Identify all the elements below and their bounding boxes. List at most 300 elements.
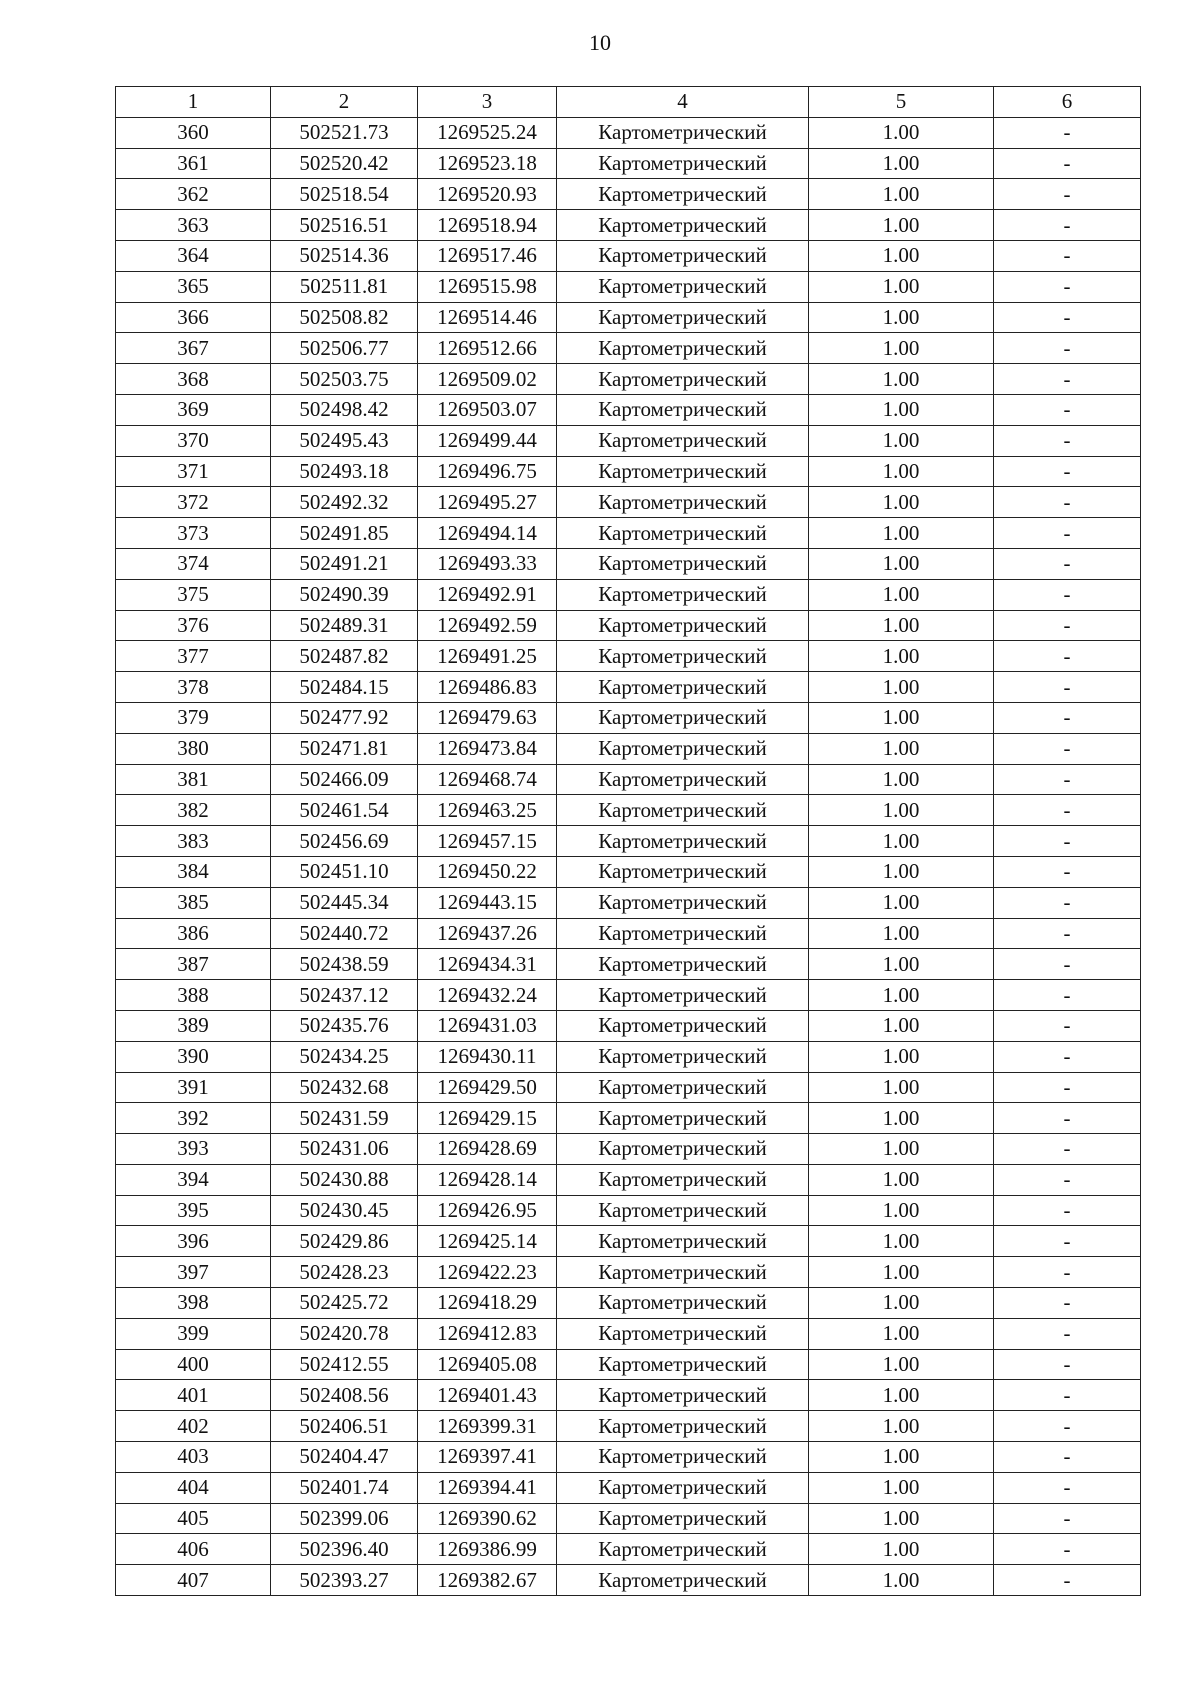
- table-row: [116, 1411, 1141, 1442]
- method-cell: Картометрический: [557, 1103, 809, 1134]
- point-number-cell: 395: [116, 1195, 271, 1226]
- x-coordinate-cell: 502508.82: [271, 302, 418, 333]
- point-number-cell: 372: [116, 487, 271, 518]
- x-coordinate-cell: 502477.92: [271, 702, 418, 733]
- table-row: [116, 1072, 1141, 1103]
- point-number-cell: 398: [116, 1288, 271, 1319]
- method-cell: Картометрический: [557, 1472, 809, 1503]
- accuracy-cell: 1.00: [809, 733, 994, 764]
- point-number-cell: 405: [116, 1503, 271, 1534]
- table-row: [116, 672, 1141, 703]
- description-cell: -: [994, 518, 1141, 549]
- column-header-2: 2: [271, 87, 418, 118]
- y-coordinate-cell: 1269479.63: [418, 702, 557, 733]
- accuracy-cell: 1.00: [809, 364, 994, 395]
- table-row: [116, 1534, 1141, 1565]
- method-cell: Картометрический: [557, 1318, 809, 1349]
- method-cell: Картометрический: [557, 148, 809, 179]
- method-cell: Картометрический: [557, 1534, 809, 1565]
- point-number-cell: 397: [116, 1257, 271, 1288]
- table-row: [116, 1257, 1141, 1288]
- method-cell: Картометрический: [557, 887, 809, 918]
- point-number-cell: 401: [116, 1380, 271, 1411]
- y-coordinate-cell: 1269525.24: [418, 117, 557, 148]
- x-coordinate-cell: 502518.54: [271, 179, 418, 210]
- column-header-3: 3: [418, 87, 557, 118]
- description-cell: -: [994, 240, 1141, 271]
- table-row: [116, 1472, 1141, 1503]
- table-row: [116, 1565, 1141, 1596]
- accuracy-cell: 1.00: [809, 672, 994, 703]
- x-coordinate-cell: 502491.85: [271, 518, 418, 549]
- y-coordinate-cell: 1269394.41: [418, 1472, 557, 1503]
- accuracy-cell: 1.00: [809, 1010, 994, 1041]
- table-row: [116, 1380, 1141, 1411]
- accuracy-cell: 1.00: [809, 1565, 994, 1596]
- description-cell: -: [994, 548, 1141, 579]
- method-cell: Картометрический: [557, 826, 809, 857]
- description-cell: -: [994, 1380, 1141, 1411]
- point-number-cell: 370: [116, 425, 271, 456]
- accuracy-cell: 1.00: [809, 394, 994, 425]
- method-cell: Картометрический: [557, 1380, 809, 1411]
- description-cell: -: [994, 210, 1141, 241]
- y-coordinate-cell: 1269512.66: [418, 333, 557, 364]
- y-coordinate-cell: 1269434.31: [418, 949, 557, 980]
- description-cell: -: [994, 980, 1141, 1011]
- x-coordinate-cell: 502456.69: [271, 826, 418, 857]
- accuracy-cell: 1.00: [809, 1257, 994, 1288]
- description-cell: -: [994, 1472, 1141, 1503]
- accuracy-cell: 1.00: [809, 1534, 994, 1565]
- method-cell: Картометрический: [557, 1072, 809, 1103]
- point-number-cell: 385: [116, 887, 271, 918]
- table-row: [116, 733, 1141, 764]
- method-cell: Картометрический: [557, 394, 809, 425]
- point-number-cell: 390: [116, 1041, 271, 1072]
- table-row: [116, 856, 1141, 887]
- y-coordinate-cell: 1269382.67: [418, 1565, 557, 1596]
- x-coordinate-cell: 502399.06: [271, 1503, 418, 1534]
- method-cell: Картометрический: [557, 1288, 809, 1319]
- x-coordinate-cell: 502438.59: [271, 949, 418, 980]
- description-cell: -: [994, 1349, 1141, 1380]
- description-cell: -: [994, 1041, 1141, 1072]
- method-cell: Картометрический: [557, 518, 809, 549]
- accuracy-cell: 1.00: [809, 1195, 994, 1226]
- accuracy-cell: 1.00: [809, 1349, 994, 1380]
- y-coordinate-cell: 1269430.11: [418, 1041, 557, 1072]
- point-number-cell: 375: [116, 579, 271, 610]
- method-cell: Картометрический: [557, 918, 809, 949]
- table-row: [116, 1503, 1141, 1534]
- x-coordinate-cell: 502521.73: [271, 117, 418, 148]
- coordinates-table: [115, 86, 1141, 1596]
- description-cell: -: [994, 425, 1141, 456]
- table-row: [116, 302, 1141, 333]
- description-cell: -: [994, 610, 1141, 641]
- method-cell: Картометрический: [557, 1442, 809, 1473]
- y-coordinate-cell: 1269428.14: [418, 1164, 557, 1195]
- x-coordinate-cell: 502406.51: [271, 1411, 418, 1442]
- x-coordinate-cell: 502437.12: [271, 980, 418, 1011]
- description-cell: -: [994, 1503, 1141, 1534]
- accuracy-cell: 1.00: [809, 148, 994, 179]
- table-row: [116, 1134, 1141, 1165]
- point-number-cell: 360: [116, 117, 271, 148]
- description-cell: -: [994, 1257, 1141, 1288]
- description-cell: -: [994, 333, 1141, 364]
- x-coordinate-cell: 502492.32: [271, 487, 418, 518]
- point-number-cell: 406: [116, 1534, 271, 1565]
- accuracy-cell: 1.00: [809, 1380, 994, 1411]
- header-row: [116, 87, 1141, 118]
- method-cell: Картометрический: [557, 1503, 809, 1534]
- description-cell: -: [994, 1103, 1141, 1134]
- x-coordinate-cell: 502451.10: [271, 856, 418, 887]
- accuracy-cell: 1.00: [809, 856, 994, 887]
- y-coordinate-cell: 1269473.84: [418, 733, 557, 764]
- description-cell: -: [994, 887, 1141, 918]
- accuracy-cell: 1.00: [809, 795, 994, 826]
- table-row: [116, 548, 1141, 579]
- y-coordinate-cell: 1269397.41: [418, 1442, 557, 1473]
- accuracy-cell: 1.00: [809, 702, 994, 733]
- method-cell: Картометрический: [557, 949, 809, 980]
- description-cell: -: [994, 826, 1141, 857]
- x-coordinate-cell: 502393.27: [271, 1565, 418, 1596]
- method-cell: Картометрический: [557, 302, 809, 333]
- table-row: [116, 795, 1141, 826]
- method-cell: Картометрический: [557, 240, 809, 271]
- method-cell: Картометрический: [557, 702, 809, 733]
- description-cell: -: [994, 641, 1141, 672]
- description-cell: -: [994, 1010, 1141, 1041]
- x-coordinate-cell: 502503.75: [271, 364, 418, 395]
- y-coordinate-cell: 1269399.31: [418, 1411, 557, 1442]
- point-number-cell: 367: [116, 333, 271, 364]
- accuracy-cell: 1.00: [809, 1072, 994, 1103]
- description-cell: -: [994, 1442, 1141, 1473]
- y-coordinate-cell: 1269390.62: [418, 1503, 557, 1534]
- y-coordinate-cell: 1269450.22: [418, 856, 557, 887]
- y-coordinate-cell: 1269494.14: [418, 518, 557, 549]
- point-number-cell: 389: [116, 1010, 271, 1041]
- description-cell: -: [994, 733, 1141, 764]
- y-coordinate-cell: 1269486.83: [418, 672, 557, 703]
- point-number-cell: 362: [116, 179, 271, 210]
- x-coordinate-cell: 502466.09: [271, 764, 418, 795]
- y-coordinate-cell: 1269428.69: [418, 1134, 557, 1165]
- y-coordinate-cell: 1269457.15: [418, 826, 557, 857]
- column-header-1: 1: [116, 87, 271, 118]
- accuracy-cell: 1.00: [809, 333, 994, 364]
- x-coordinate-cell: 502420.78: [271, 1318, 418, 1349]
- x-coordinate-cell: 502408.56: [271, 1380, 418, 1411]
- point-number-cell: 365: [116, 271, 271, 302]
- table-row: [116, 980, 1141, 1011]
- method-cell: Картометрический: [557, 579, 809, 610]
- accuracy-cell: 1.00: [809, 1103, 994, 1134]
- accuracy-cell: 1.00: [809, 179, 994, 210]
- y-coordinate-cell: 1269412.83: [418, 1318, 557, 1349]
- x-coordinate-cell: 502490.39: [271, 579, 418, 610]
- method-cell: Картометрический: [557, 548, 809, 579]
- method-cell: Картометрический: [557, 672, 809, 703]
- y-coordinate-cell: 1269431.03: [418, 1010, 557, 1041]
- x-coordinate-cell: 502491.21: [271, 548, 418, 579]
- accuracy-cell: 1.00: [809, 210, 994, 241]
- table-row: [116, 1041, 1141, 1072]
- x-coordinate-cell: 502520.42: [271, 148, 418, 179]
- method-cell: Картометрический: [557, 1134, 809, 1165]
- accuracy-cell: 1.00: [809, 240, 994, 271]
- accuracy-cell: 1.00: [809, 980, 994, 1011]
- column-header-5: 5: [809, 87, 994, 118]
- y-coordinate-cell: 1269499.44: [418, 425, 557, 456]
- y-coordinate-cell: 1269468.74: [418, 764, 557, 795]
- accuracy-cell: 1.00: [809, 1041, 994, 1072]
- description-cell: -: [994, 148, 1141, 179]
- accuracy-cell: 1.00: [809, 1288, 994, 1319]
- accuracy-cell: 1.00: [809, 1411, 994, 1442]
- description-cell: -: [994, 949, 1141, 980]
- x-coordinate-cell: 502493.18: [271, 456, 418, 487]
- column-header-6: 6: [994, 87, 1141, 118]
- description-cell: -: [994, 1226, 1141, 1257]
- x-coordinate-cell: 502495.43: [271, 425, 418, 456]
- accuracy-cell: 1.00: [809, 518, 994, 549]
- y-coordinate-cell: 1269432.24: [418, 980, 557, 1011]
- x-coordinate-cell: 502430.88: [271, 1164, 418, 1195]
- accuracy-cell: 1.00: [809, 1226, 994, 1257]
- point-number-cell: 391: [116, 1072, 271, 1103]
- y-coordinate-cell: 1269520.93: [418, 179, 557, 210]
- y-coordinate-cell: 1269496.75: [418, 456, 557, 487]
- point-number-cell: 363: [116, 210, 271, 241]
- description-cell: -: [994, 271, 1141, 302]
- table-row: [116, 518, 1141, 549]
- x-coordinate-cell: 502430.45: [271, 1195, 418, 1226]
- method-cell: Картометрический: [557, 425, 809, 456]
- accuracy-cell: 1.00: [809, 302, 994, 333]
- x-coordinate-cell: 502516.51: [271, 210, 418, 241]
- table-row: [116, 271, 1141, 302]
- y-coordinate-cell: 1269401.43: [418, 1380, 557, 1411]
- point-number-cell: 366: [116, 302, 271, 333]
- x-coordinate-cell: 502440.72: [271, 918, 418, 949]
- method-cell: Картометрический: [557, 1565, 809, 1596]
- x-coordinate-cell: 502412.55: [271, 1349, 418, 1380]
- description-cell: -: [994, 1195, 1141, 1226]
- point-number-cell: 394: [116, 1164, 271, 1195]
- table-row: [116, 240, 1141, 271]
- point-number-cell: 403: [116, 1442, 271, 1473]
- accuracy-cell: 1.00: [809, 764, 994, 795]
- method-cell: Картометрический: [557, 1257, 809, 1288]
- y-coordinate-cell: 1269426.95: [418, 1195, 557, 1226]
- table-row: [116, 764, 1141, 795]
- y-coordinate-cell: 1269425.14: [418, 1226, 557, 1257]
- point-number-cell: 378: [116, 672, 271, 703]
- accuracy-cell: 1.00: [809, 456, 994, 487]
- x-coordinate-cell: 502487.82: [271, 641, 418, 672]
- y-coordinate-cell: 1269429.15: [418, 1103, 557, 1134]
- method-cell: Картометрический: [557, 1041, 809, 1072]
- table-row: [116, 1164, 1141, 1195]
- accuracy-cell: 1.00: [809, 1472, 994, 1503]
- method-cell: Картометрический: [557, 733, 809, 764]
- accuracy-cell: 1.00: [809, 1134, 994, 1165]
- y-coordinate-cell: 1269523.18: [418, 148, 557, 179]
- point-number-cell: 361: [116, 148, 271, 179]
- method-cell: Картометрический: [557, 764, 809, 795]
- method-cell: Картометрический: [557, 1010, 809, 1041]
- table-row: [116, 610, 1141, 641]
- table-row: [116, 210, 1141, 241]
- description-cell: -: [994, 456, 1141, 487]
- description-cell: -: [994, 672, 1141, 703]
- table-row: [116, 918, 1141, 949]
- y-coordinate-cell: 1269443.15: [418, 887, 557, 918]
- y-coordinate-cell: 1269463.25: [418, 795, 557, 826]
- x-coordinate-cell: 502461.54: [271, 795, 418, 826]
- description-cell: -: [994, 1164, 1141, 1195]
- y-coordinate-cell: 1269429.50: [418, 1072, 557, 1103]
- table-row: [116, 702, 1141, 733]
- y-coordinate-cell: 1269492.59: [418, 610, 557, 641]
- x-coordinate-cell: 502489.31: [271, 610, 418, 641]
- method-cell: Картометрический: [557, 210, 809, 241]
- x-coordinate-cell: 502514.36: [271, 240, 418, 271]
- point-number-cell: 399: [116, 1318, 271, 1349]
- accuracy-cell: 1.00: [809, 826, 994, 857]
- point-number-cell: 388: [116, 980, 271, 1011]
- point-number-cell: 404: [116, 1472, 271, 1503]
- table-row: [116, 487, 1141, 518]
- x-coordinate-cell: 502431.59: [271, 1103, 418, 1134]
- accuracy-cell: 1.00: [809, 1164, 994, 1195]
- x-coordinate-cell: 502471.81: [271, 733, 418, 764]
- y-coordinate-cell: 1269495.27: [418, 487, 557, 518]
- table-row: [116, 179, 1141, 210]
- method-cell: Картометрический: [557, 1226, 809, 1257]
- method-cell: Картометрический: [557, 856, 809, 887]
- description-cell: -: [994, 364, 1141, 395]
- x-coordinate-cell: 502401.74: [271, 1472, 418, 1503]
- description-cell: -: [994, 179, 1141, 210]
- y-coordinate-cell: 1269517.46: [418, 240, 557, 271]
- y-coordinate-cell: 1269493.33: [418, 548, 557, 579]
- point-number-cell: 380: [116, 733, 271, 764]
- method-cell: Картометрический: [557, 364, 809, 395]
- table-row: [116, 1010, 1141, 1041]
- point-number-cell: 376: [116, 610, 271, 641]
- table-row: [116, 826, 1141, 857]
- description-cell: -: [994, 117, 1141, 148]
- table-row: [116, 364, 1141, 395]
- x-coordinate-cell: 502429.86: [271, 1226, 418, 1257]
- description-cell: -: [994, 764, 1141, 795]
- point-number-cell: 382: [116, 795, 271, 826]
- table-row: [116, 887, 1141, 918]
- description-cell: -: [994, 856, 1141, 887]
- accuracy-cell: 1.00: [809, 1503, 994, 1534]
- method-cell: Картометрический: [557, 641, 809, 672]
- x-coordinate-cell: 502404.47: [271, 1442, 418, 1473]
- description-cell: -: [994, 1134, 1141, 1165]
- method-cell: Картометрический: [557, 610, 809, 641]
- point-number-cell: 400: [116, 1349, 271, 1380]
- x-coordinate-cell: 502428.23: [271, 1257, 418, 1288]
- description-cell: -: [994, 487, 1141, 518]
- table-row: [116, 949, 1141, 980]
- accuracy-cell: 1.00: [809, 641, 994, 672]
- description-cell: -: [994, 1411, 1141, 1442]
- accuracy-cell: 1.00: [809, 918, 994, 949]
- x-coordinate-cell: 502484.15: [271, 672, 418, 703]
- y-coordinate-cell: 1269514.46: [418, 302, 557, 333]
- x-coordinate-cell: 502425.72: [271, 1288, 418, 1319]
- accuracy-cell: 1.00: [809, 1318, 994, 1349]
- point-number-cell: 381: [116, 764, 271, 795]
- method-cell: Картометрический: [557, 333, 809, 364]
- table-row: [116, 394, 1141, 425]
- method-cell: Картометрический: [557, 456, 809, 487]
- point-number-cell: 387: [116, 949, 271, 980]
- y-coordinate-cell: 1269515.98: [418, 271, 557, 302]
- page-number: 10: [589, 30, 611, 55]
- table-row: [116, 117, 1141, 148]
- table-row: [116, 579, 1141, 610]
- y-coordinate-cell: 1269492.91: [418, 579, 557, 610]
- point-number-cell: 383: [116, 826, 271, 857]
- method-cell: Картометрический: [557, 1411, 809, 1442]
- point-number-cell: 369: [116, 394, 271, 425]
- x-coordinate-cell: 502432.68: [271, 1072, 418, 1103]
- y-coordinate-cell: 1269509.02: [418, 364, 557, 395]
- method-cell: Картометрический: [557, 1349, 809, 1380]
- x-coordinate-cell: 502506.77: [271, 333, 418, 364]
- description-cell: -: [994, 394, 1141, 425]
- accuracy-cell: 1.00: [809, 1442, 994, 1473]
- table-row: [116, 425, 1141, 456]
- accuracy-cell: 1.00: [809, 887, 994, 918]
- x-coordinate-cell: 502511.81: [271, 271, 418, 302]
- table-row: [116, 641, 1141, 672]
- method-cell: Картометрический: [557, 1164, 809, 1195]
- accuracy-cell: 1.00: [809, 949, 994, 980]
- point-number-cell: 384: [116, 856, 271, 887]
- point-number-cell: 396: [116, 1226, 271, 1257]
- y-coordinate-cell: 1269386.99: [418, 1534, 557, 1565]
- y-coordinate-cell: 1269518.94: [418, 210, 557, 241]
- description-cell: -: [994, 1534, 1141, 1565]
- table-row: [116, 1195, 1141, 1226]
- method-cell: Картометрический: [557, 980, 809, 1011]
- table-row: [116, 1318, 1141, 1349]
- y-coordinate-cell: 1269405.08: [418, 1349, 557, 1380]
- method-cell: Картометрический: [557, 271, 809, 302]
- point-number-cell: 402: [116, 1411, 271, 1442]
- point-number-cell: 368: [116, 364, 271, 395]
- accuracy-cell: 1.00: [809, 425, 994, 456]
- point-number-cell: 371: [116, 456, 271, 487]
- description-cell: -: [994, 702, 1141, 733]
- table-row: [116, 1103, 1141, 1134]
- point-number-cell: 374: [116, 548, 271, 579]
- x-coordinate-cell: 502434.25: [271, 1041, 418, 1072]
